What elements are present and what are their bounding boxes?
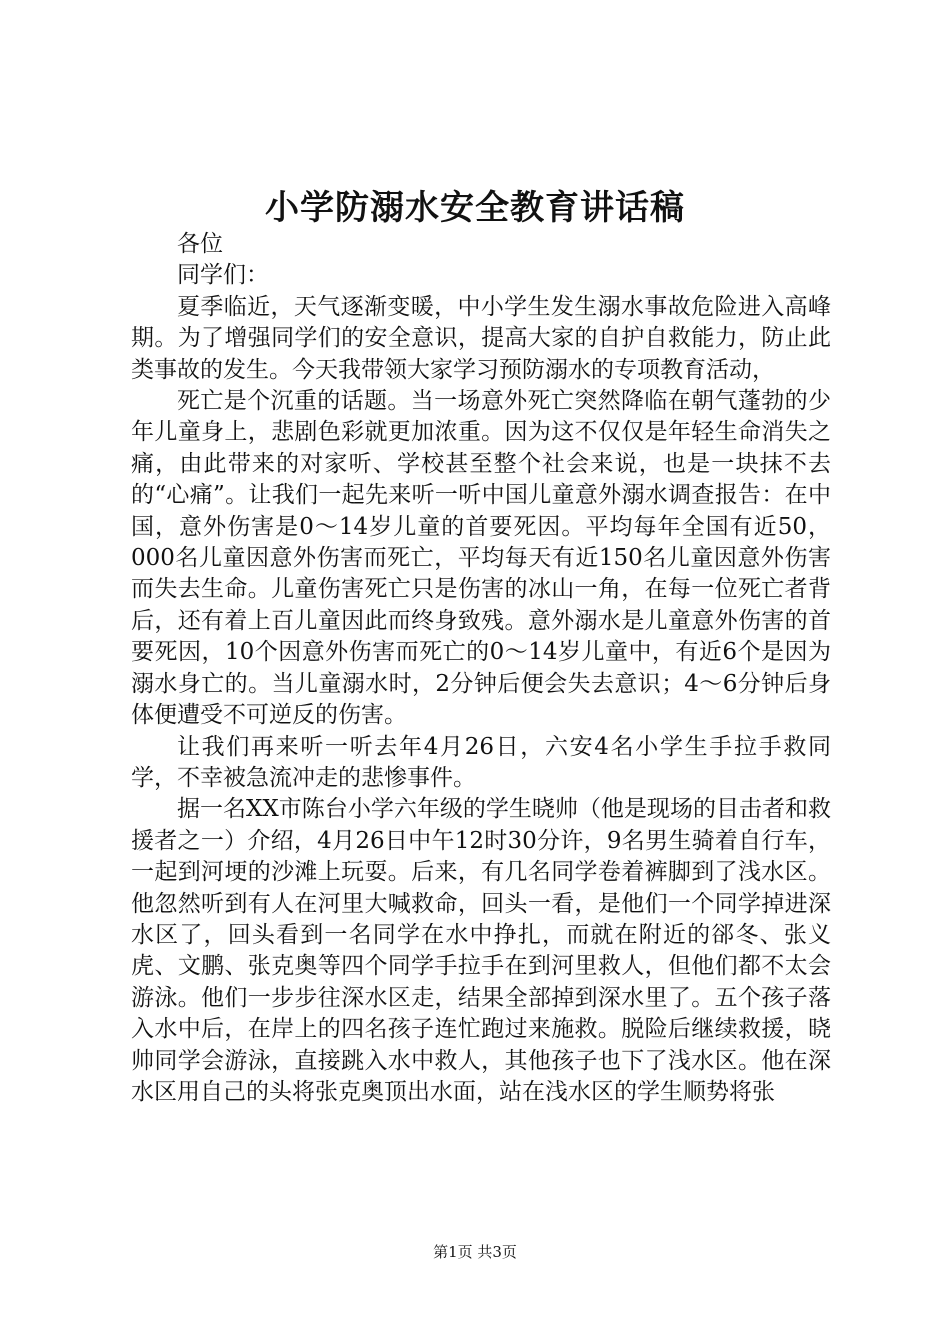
document-body <box>131 229 831 1108</box>
body-paragraph: 夏季临近，天气逐渐变暖，中小学生发生溺水事故危险进入高峰期。为了增强同学们的安全意识，提高大家的自护自救能力，防止此类事故的发生。今天我带领大家学习预防溺水的专项教育活动， <box>131 293 831 383</box>
body-paragraph: 死亡是个沉重的话题。当一场意外死亡突然降临在朝气蓬勃的少年儿童身上，悲剧色彩就更加浓重。因为这不仅仅是年轻生命消失之痛，由此带来的对家听、学校甚至整个社会来说，也是一块抹不去的“心痛”。让我们一起先来听一听中国儿童意外溺水调查报告：在中国，意外伤害是0～14岁儿童的首要死因。平均每年全国有近50，000名儿童因意外伤害而死亡，平均每天有近150名儿童因意外伤害而失去生命。儿童伤害死亡只是伤害的冰山一角，在每一位死亡者背后，还有着上百儿童因此而终身致残。意外溺水是儿童意外伤害的首要死因，10个因意外伤害而死亡的0～14岁儿童中，有近6个是因为溺水身亡的。当儿童溺水时，2分钟后便会失去意识；4～6分钟后身体便遭受不可逆反的伤害。 <box>131 388 831 729</box>
page-footer: 第1页 共3页 <box>433 1243 517 1261</box>
salutation-line: 各位 <box>177 231 223 257</box>
salutation-line: 同学们： <box>177 262 269 289</box>
body-paragraph: 让我们再来听一听去年4月26日，六安4名小学生手拉手救同学，不幸被急流冲走的悲惨事件。 <box>131 733 831 791</box>
document-title: 小学防溺水安全教育讲话稿 <box>265 188 685 228</box>
body-paragraph: 据一名XX市陈台小学六年级的学生晓帅（他是现场的目击者和救援者之一）介绍，4月26日中午12时30分许，9名男生骑着自行车，一起到河埂的沙滩上玩耍。后来，有几名同学卷着裤脚到了浅水区。他忽然听到有人在河里大喊救命，回头一看，是他们一个同学掉进深水区了，回头看到一名同学在水中挣扎，而就在附近的郤冬、张义虎、文鹏、张克奥等四个同学手拉手在到河里救人，但他们都不太会游泳。他们一步步往深水区走，结果全部掉到深水里了。五个孩子落入水中后，在岸上的四名孩子连忙跑过来施救。脱险后继续救援，晓帅同学会游泳，直接跳入水中救人，其他孩子也下了浅水区。他在深水区用自己的头将张克奥顶出水面，站在浅水区的学生顺势将张 <box>131 796 831 1105</box>
